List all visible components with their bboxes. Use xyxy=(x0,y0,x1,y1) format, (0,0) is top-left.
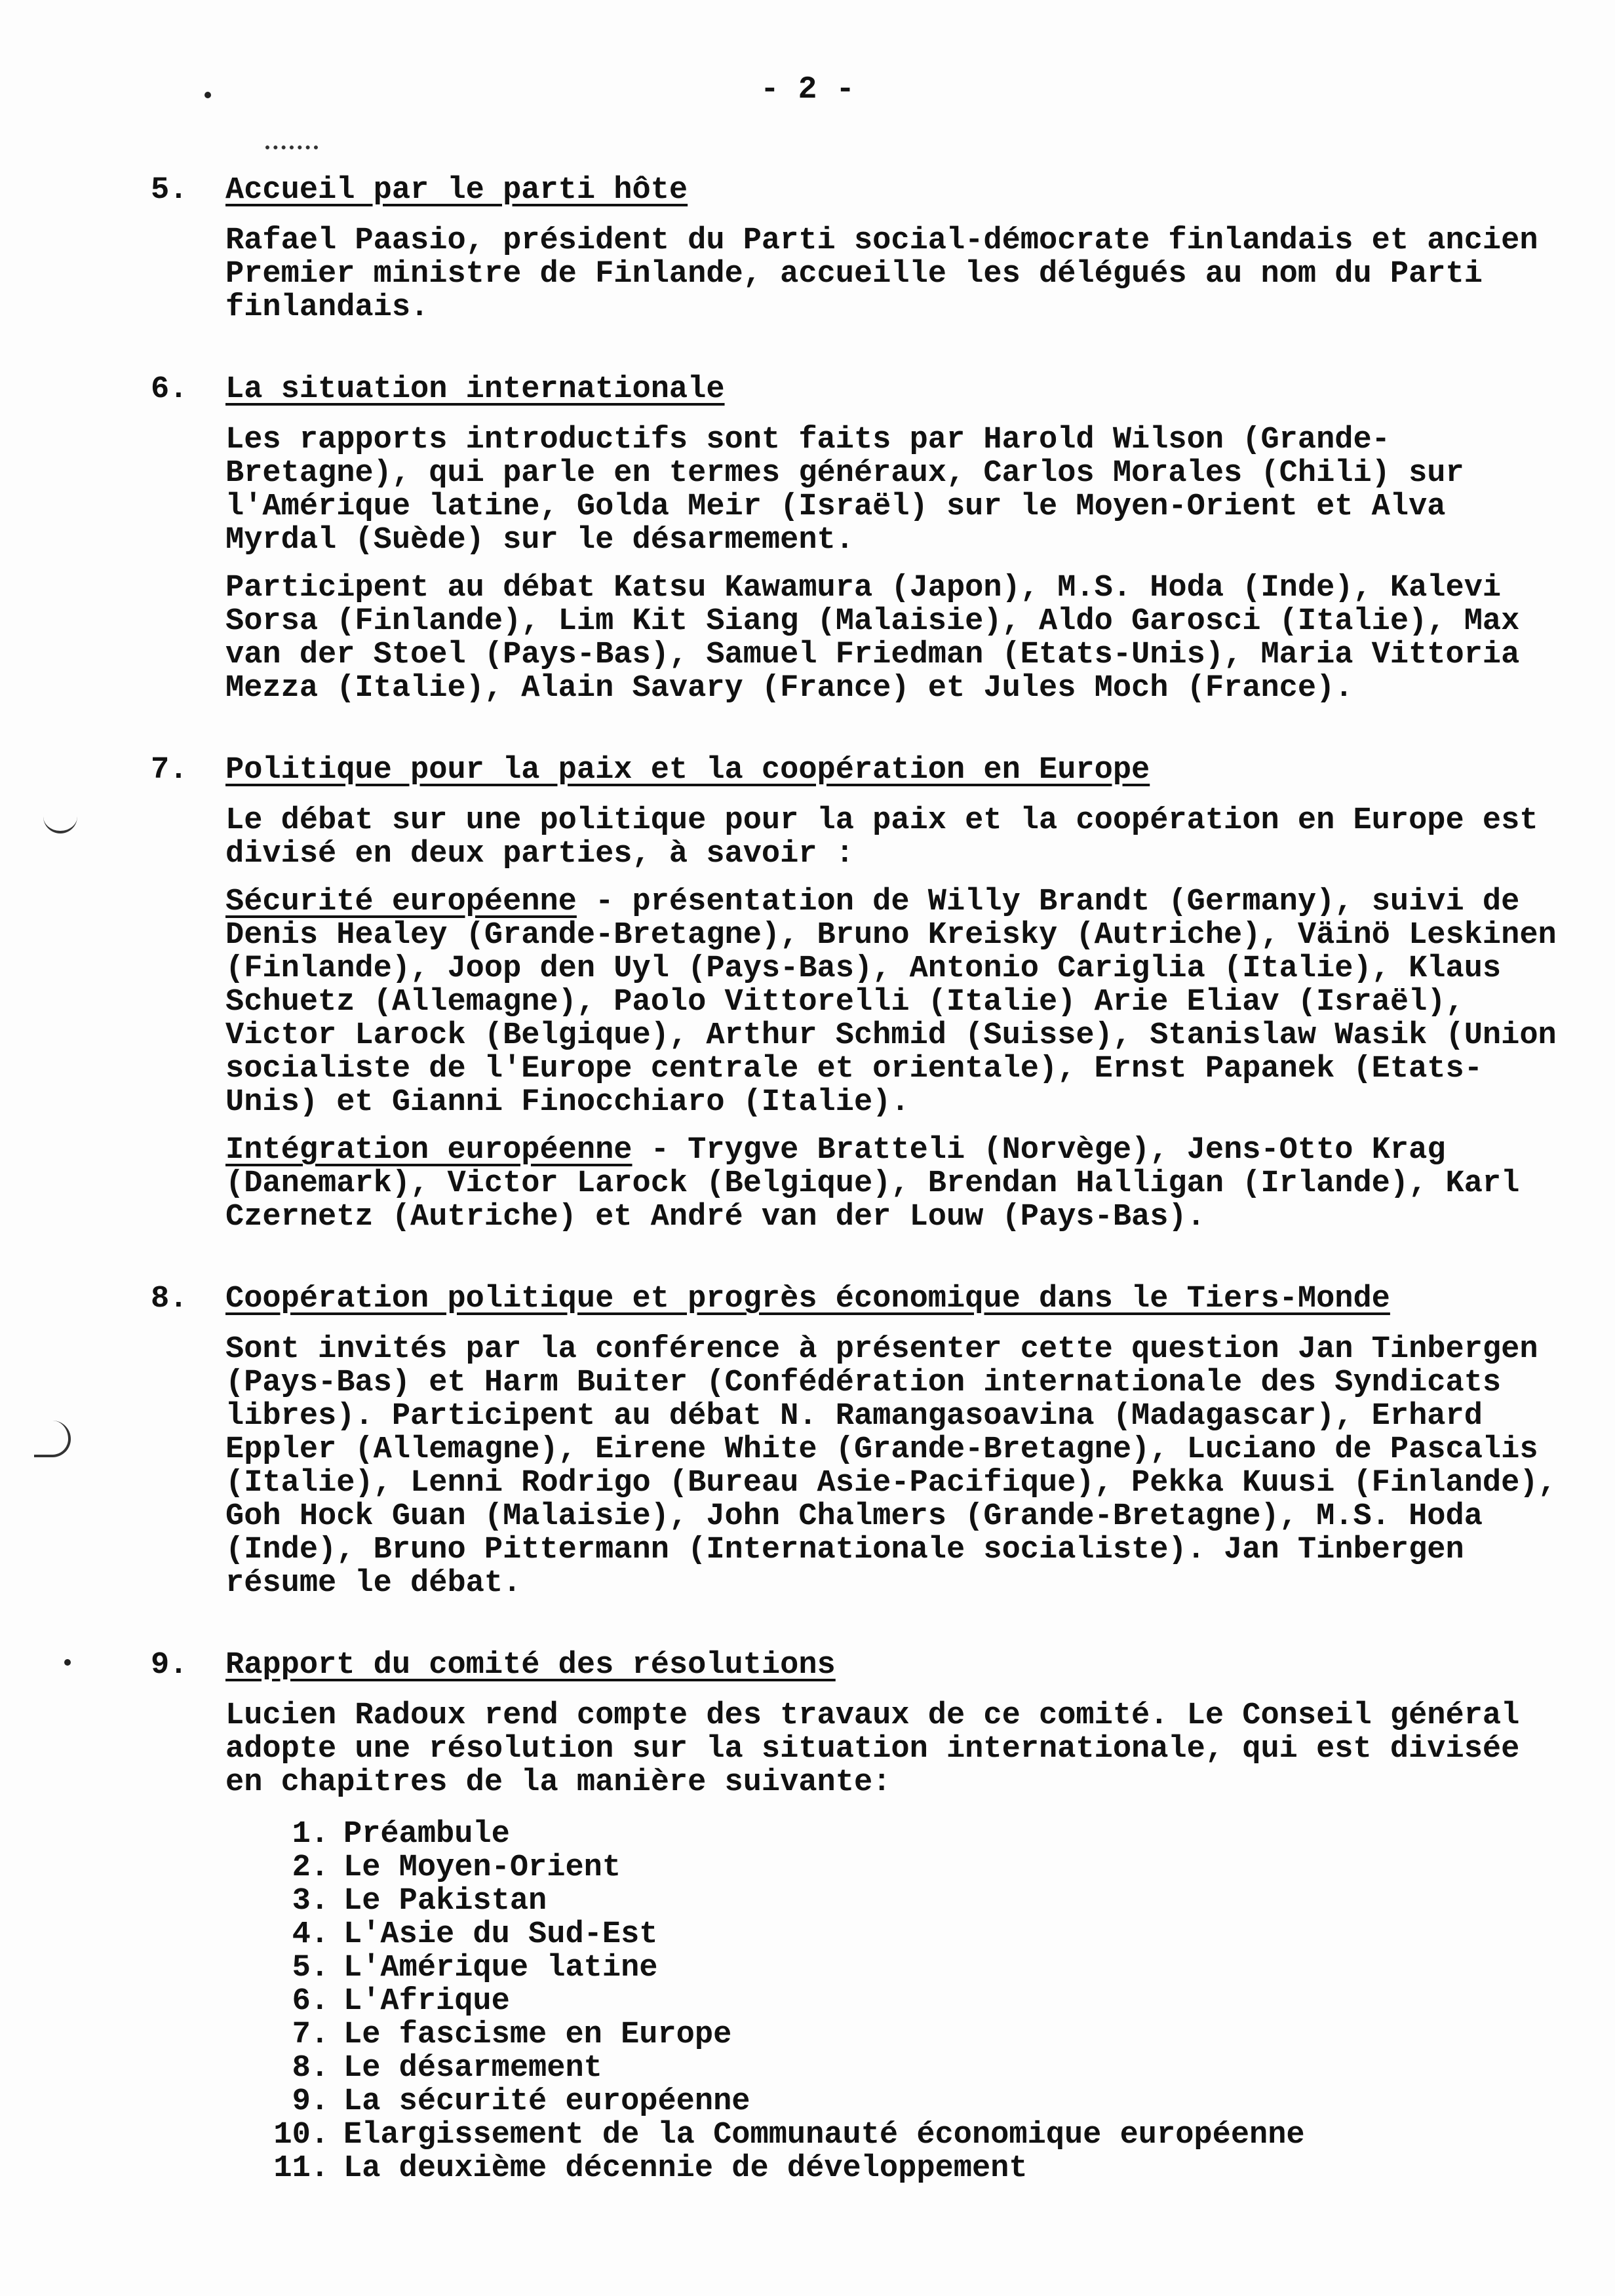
section-5 xyxy=(151,174,1566,339)
list-item-number: 2. xyxy=(292,1850,329,1885)
list-item-number: 5. xyxy=(292,1951,329,1985)
section-number: 9. xyxy=(151,1648,188,1683)
subpart-label: Sécurité européenne xyxy=(225,885,577,919)
list-item-number: 10. xyxy=(273,2118,329,2152)
section-paragraph: Rafael Paasio, président du Parti social-démocrate finlandais et ancien Premier ministre de Finlande, accueille les délégués au nom du Parti finlandais. xyxy=(225,223,1538,325)
section-body xyxy=(225,1282,1566,1615)
page-number: - 2 - xyxy=(760,72,855,107)
subpart-text: - présentation de Willy Brandt (Germany), suivi de Denis Healey (Grande-Bretagne), Bruno Kreisky (Autriche), Väinö Leskinen (Finlande), Joop den Uyl (Pays-Bas), Antonio Cariglia (Italie), Klaus Schuetz (Allemagne), Paolo Vittorelli (Italie) Arie Eliav (Israël), Victor Larock (Belgique), Arthur Schmid (Suisse), Stanislaw Wasik (Union socialiste de l'Europe centrale et orientale), Ernst Papanek (Etats-Unis) et Gianni Finocchiaro (Italie). xyxy=(225,885,1557,1120)
list-item xyxy=(225,1818,1566,1851)
list-item-text: La sécurité européenne xyxy=(343,2084,750,2119)
section-title: Rapport du comité des résolutions xyxy=(225,1648,836,1683)
subpart-paragraph xyxy=(225,1134,1566,1234)
section-number: 7. xyxy=(151,753,188,788)
section-body xyxy=(225,373,1566,719)
list-item xyxy=(225,1885,1566,1918)
section-body xyxy=(225,174,1566,339)
list-item-number: 8. xyxy=(292,2051,329,2086)
section-9 xyxy=(151,1649,1566,2185)
list-item xyxy=(225,2118,1566,2152)
section-title: Politique pour la paix et la coopération en Europe xyxy=(225,753,1150,788)
list-item-text: La deuxième décennie de développement xyxy=(343,2151,1028,2186)
subpart-label: Intégration européenne xyxy=(225,1133,632,1168)
document-body xyxy=(151,174,1566,2219)
list-item-text: Le désarmement xyxy=(343,2051,602,2086)
list-item-number: 11. xyxy=(273,2151,329,2186)
list-item-number: 1. xyxy=(292,1817,329,1852)
list-item-text: Préambule xyxy=(343,1817,510,1852)
list-item-text: L'Afrique xyxy=(343,1984,510,2019)
margin-arc-mark xyxy=(43,807,77,833)
section-paragraph: Lucien Radoux rend compte des travaux de ce comité. Le Conseil général adopte une résolution sur la situation internationale, qui est divisée en chapitres de la manière suivante: xyxy=(225,1698,1520,1800)
chapter-list xyxy=(225,1818,1566,2185)
section-number: 6. xyxy=(151,372,188,407)
list-item xyxy=(225,1851,1566,1885)
section-title: La situation internationale xyxy=(225,372,725,407)
list-item-number: 3. xyxy=(292,1884,329,1919)
section-paragraph: Les rapports introductifs sont faits par Harold Wilson (Grande-Bretagne), qui parle en termes généraux, Carlos Morales (Chili) sur l'Amérique latine, Golda Meir (Israël) sur le Moyen-Orient et Alva Myrdal (Suède) sur le désarmement. xyxy=(225,423,1464,558)
list-item-text: L'Asie du Sud-Est xyxy=(343,1917,658,1952)
list-item-text: Elargissement de la Communauté économique européenne xyxy=(343,2118,1305,2152)
list-item xyxy=(225,1951,1566,1985)
list-item-number: 7. xyxy=(292,2018,329,2052)
section-7 xyxy=(151,754,1566,1248)
list-item xyxy=(225,2018,1566,2052)
list-item-text: Le Moyen-Orient xyxy=(343,1850,621,1885)
list-item-number: 4. xyxy=(292,1917,329,1952)
subpart-text: - Trygve Bratteli (Norvège), Jens-Otto Krag (Danemark), Victor Larock (Belgique), Brendan Halligan (Irlande), Karl Czernetz (Autriche) et André van der Louw (Pays-Bas). xyxy=(225,1133,1520,1234)
section-body xyxy=(225,754,1566,1248)
ink-speck xyxy=(64,1659,71,1666)
section-paragraph: Le débat sur une politique pour la paix et la coopération en Europe est divisé en deux parties, à savoir : xyxy=(225,803,1538,871)
margin-hook-mark xyxy=(34,1421,71,1457)
section-paragraph: Participent au débat Katsu Kawamura (Japon), M.S. Hoda (Inde), Kalevi Sorsa (Finlande), Lim Kit Siang (Malaisie), Aldo Garosci (Italie), Max van der Stoel (Pays-Bas), Samuel Friedman (Etats-Unis), Maria Vittoria Mezza (Italie), Alain Savary (France) et Jules Moch (France). xyxy=(225,571,1520,706)
list-item xyxy=(225,2085,1566,2118)
section-6 xyxy=(151,373,1566,719)
list-item xyxy=(225,1918,1566,1951)
section-body xyxy=(225,1649,1566,2185)
section-number: 5. xyxy=(151,173,188,208)
list-item-number: 6. xyxy=(292,1984,329,2019)
list-item xyxy=(225,2052,1566,2085)
section-8 xyxy=(151,1282,1566,1615)
list-item xyxy=(225,1985,1566,2018)
ink-smudge xyxy=(265,145,318,159)
section-title: Accueil par le parti hôte xyxy=(225,173,688,208)
section-paragraph: Sont invités par la conférence à présenter cette question Jan Tinbergen (Pays-Bas) et Harm Buiter (Confédération internationale des Syndicats libres). Participent au débat N. Ramangasoavina (Madagascar), Erhard Eppler (Allemagne), Eirene White (Grande-Bretagne), Luciano de Pascalis (Italie), Lenni Rodrigo (Bureau Asie-Pacifique), Pekka Kuusi (Finlande), Goh Hock Guan (Malaisie), John Chalmers (Grande-Bretagne), M.S. Hoda (Inde), Bruno Pittermann (Internationale socialiste). Jan Tinbergen résume le débat. xyxy=(225,1332,1557,1601)
list-item-text: Le fascisme en Europe xyxy=(343,2018,732,2052)
subpart-paragraph xyxy=(225,885,1566,1119)
list-item-text: Le Pakistan xyxy=(343,1884,547,1919)
list-item xyxy=(225,2152,1566,2185)
section-title: Coopération politique et progrès économique dans le Tiers-Monde xyxy=(225,1282,1390,1316)
list-item-text: L'Amérique latine xyxy=(343,1951,658,1985)
section-number: 8. xyxy=(151,1282,188,1316)
list-item-number: 9. xyxy=(292,2084,329,2119)
